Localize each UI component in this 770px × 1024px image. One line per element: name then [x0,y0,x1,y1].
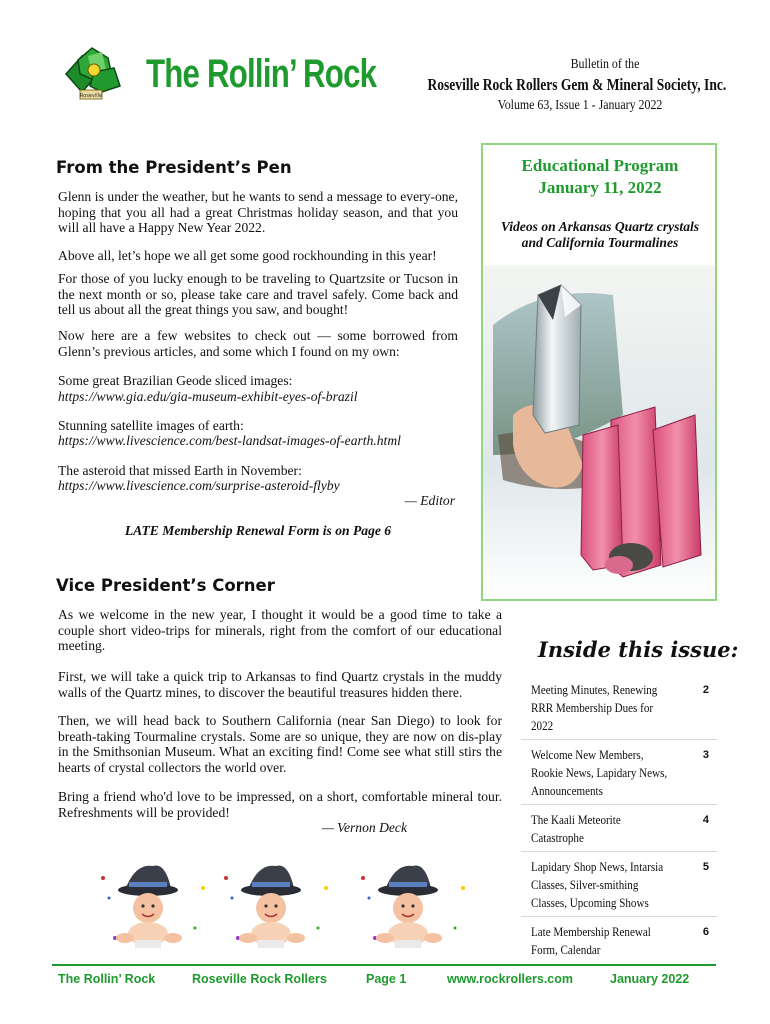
link1-label: Some great Brazilian Geode sliced images: [58,373,293,388]
toc-item-text: Welcome New Members, Rookie News, Lapidary News, Announcements [531,748,668,798]
editor-signature: — Editor [404,493,455,508]
footer-date: January 2022 [610,972,690,986]
link1-url[interactable]: https://www.gia.edu/gia-museum-exhibit-eyes-of-brazil [58,389,358,404]
president-paragraph-4: Now here are a few websites to check out — some borrowed from Glenn’s previous articles, and some which I found on my own: [58,328,458,359]
president-paragraph-3: For those of you lucky enough to be traveling to Quartzsite or Tucson in the next month or so, please take care and travel safely. Come back and tell us about all the great things you saw, and bought! [58,271,458,318]
toc-item-text: Lapidary Shop News, Intarsia Classes, Silver-smithing Classes, Upcoming Shows [531,860,664,910]
table-of-contents [521,675,717,963]
vice-president-heading: Vice President’s Corner [56,576,275,595]
vp-paragraph-4: Bring a friend who'd love to be impressed, on a short, comfortable mineral tour. Refreshments will be provided! [58,789,502,820]
svg-text:Roseville: Roseville [79,93,103,99]
toc-item[interactable] [521,851,717,916]
link3-url[interactable]: https://www.livescience.com/surprise-asteroid-flyby [58,478,340,493]
president-heading: From the President’s Pen [56,158,292,177]
toc-item-page: 4 [702,814,709,826]
society-name: Roseville Rock Rollers Gem & Mineral Society, Inc. [427,75,727,94]
toc-item-page: 3 [702,749,709,761]
president-paragraph-1: Glenn is under the weather, but he wants to send a message to every-one, hoping that you all had a great Christmas holiday season, and that you will all have a Happy New Year 2022. [58,189,458,236]
quartz-tourmaline-photo [483,265,715,604]
toc-item[interactable] [521,804,717,851]
educational-program-description: Videos on Arkansas Quartz crystals and California Tourmalines [500,219,700,250]
vp-paragraph-3: Then, we will head back to Southern California (near San Diego) to look for breath-taking Tourmaline crystals. Some are so unique, they are now on dis-play in the Smithsonian Museum. What an exciting find! Come see what still stirs the hearts of crystal collectors the world over. [58,713,502,775]
link3-label: The asteroid that missed Earth in November: [58,463,302,478]
society-logo [58,46,124,102]
newsletter-title: The Rollin’ Rock [146,52,377,96]
new-year-baby-image [95,858,215,958]
vp-signature: — Vernon Deck [321,820,407,835]
inside-this-issue-title: Inside this issue: [538,637,739,662]
toc-item[interactable] [521,739,717,804]
toc-item-text: Meeting Minutes, Renewing RRR Membership Dues for 2022 [531,683,658,733]
footer-divider [52,964,716,966]
vp-paragraph-1: As we welcome in the new year, I thought it would be a good time to take a couple short video-trips for minerals, right from the comfort of our educational meeting. [58,607,502,654]
footer-page-number: Page 1 [366,972,407,986]
president-paragraph-2: Above all, let’s hope we all get some good rockhounding in this year! [58,248,437,263]
link2-label: Stunning satellite images of earth: [58,418,244,433]
edu-title-line2: January 11, 2022 [538,178,662,197]
new-year-baby-image [355,858,475,958]
bulletin-of-label: Bulletin of the [570,57,640,72]
volume-issue: Volume 63, Issue 1 - January 2022 [497,98,663,113]
toc-item-page: 2 [702,684,709,696]
link2-url[interactable]: https://www.livescience.com/best-landsat-images-of-earth.html [58,433,401,448]
toc-item-page: 6 [702,926,709,938]
toc-item-text: The Kaali Meteorite Catastrophe [531,813,621,845]
toc-item-text: Late Membership Renewal Form, Calendar [531,925,651,957]
vp-paragraph-2: First, we will take a quick trip to Arkansas to find Quartz crystals in the muddy walls of the Quartz mines, to discover the beautiful treasures hidden there. [58,669,502,700]
edu-title-line1: Educational Program [521,156,679,175]
late-renewal-notice: LATE Membership Renewal Form is on Page 6 [124,523,392,538]
educational-program-title [483,155,717,199]
toc-item-page: 5 [702,861,709,873]
new-year-baby-image [218,858,338,958]
toc-item[interactable] [521,675,717,739]
footer-website[interactable]: www.rockrollers.com [447,972,573,986]
footer-title: The Rollin’ Rock [58,972,156,986]
toc-item[interactable] [521,916,717,963]
footer-club: Roseville Rock Rollers [192,972,327,986]
